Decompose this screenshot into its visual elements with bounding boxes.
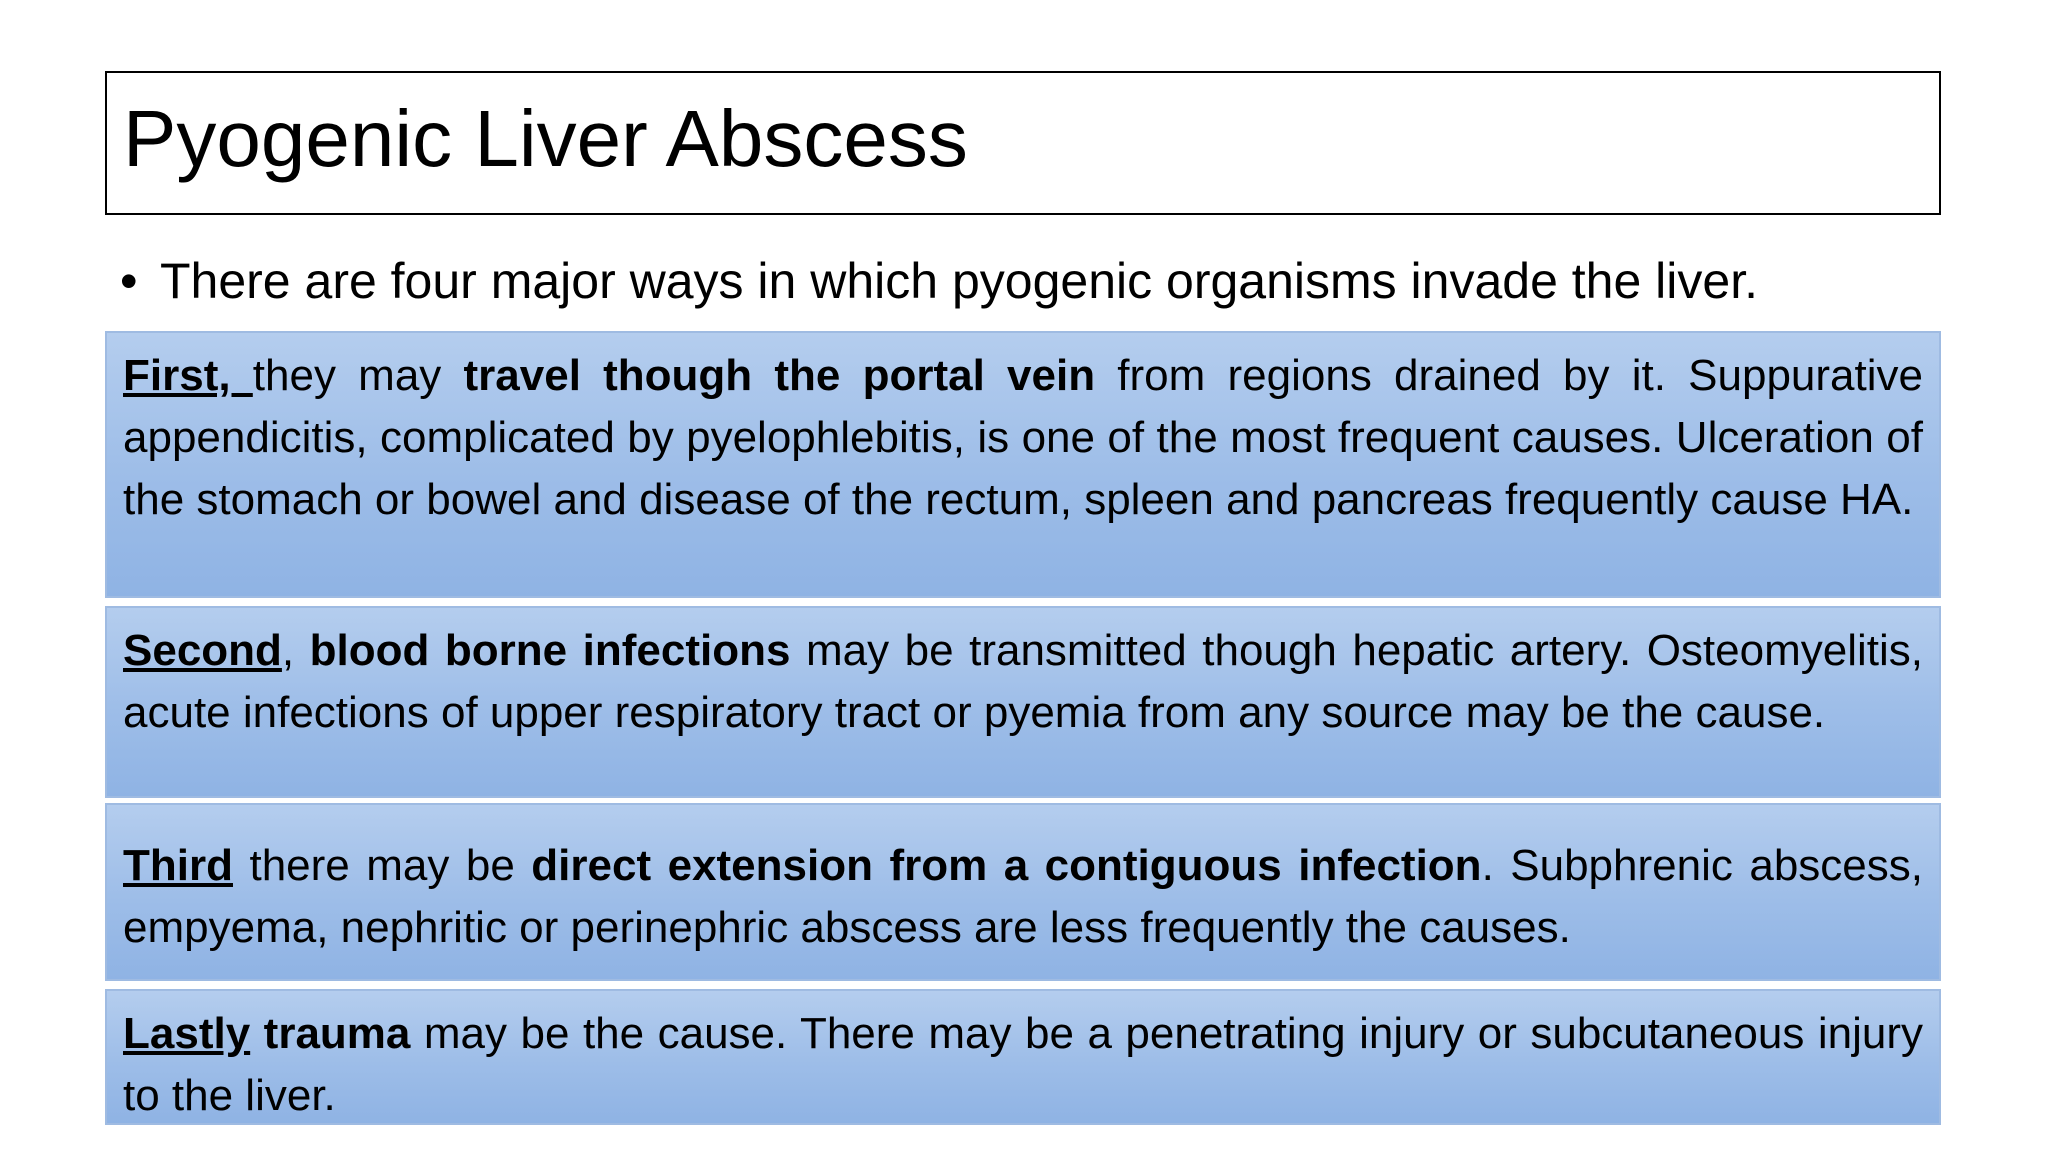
route-card-direct-extension	[105, 803, 1941, 981]
card-highlight: trauma	[263, 1009, 411, 1058]
card-text: from regions drained by it. Suppurative appendicitis, complicated by pyelophlebitis, is one of the most frequent causes. Ulceration of the stomach or bowel and disease of the rectum, spleen and pancreas frequently cause HA.	[123, 351, 1923, 524]
card-paragraph	[123, 835, 1923, 959]
card-lead: First,	[123, 351, 253, 400]
route-card-trauma	[105, 989, 1941, 1125]
title-box	[105, 71, 1941, 215]
intro-bullet-line	[120, 248, 1940, 314]
card-text	[250, 1009, 264, 1058]
card-text: there may be	[232, 841, 532, 890]
card-highlight: blood borne infections	[309, 626, 791, 675]
card-highlight: travel though the portal vein	[463, 351, 1096, 400]
card-text: ,	[281, 626, 310, 675]
route-card-portal-vein	[105, 331, 1941, 598]
bullet-icon: •	[120, 253, 138, 309]
card-paragraph	[123, 345, 1923, 531]
card-text: may be transmitted though hepatic artery. Osteomyelitis, acute infections of upper respiratory tract or pyemia from any source may be the cause.	[123, 626, 1923, 737]
card-text: they may	[252, 351, 464, 400]
card-paragraph	[123, 1003, 1923, 1127]
card-lead: Second	[123, 626, 282, 675]
intro-text: There are four major ways in which pyogenic organisms invade the liver.	[160, 253, 1758, 309]
page-title: Pyogenic Liver Abscess	[123, 94, 968, 183]
card-text: may be the cause. There may be a penetrating injury or subcutaneous injury to the liver.	[123, 1009, 1923, 1120]
card-text: . Subphrenic abscess, empyema, nephritic or perinephric abscess are less frequently the causes.	[123, 841, 1923, 952]
card-highlight: direct extension from a contiguous infection	[531, 841, 1482, 890]
card-lead: Third	[123, 841, 233, 890]
card-paragraph	[123, 620, 1923, 744]
card-lead: Lastly	[123, 1009, 251, 1058]
route-card-hepatic-artery	[105, 606, 1941, 798]
